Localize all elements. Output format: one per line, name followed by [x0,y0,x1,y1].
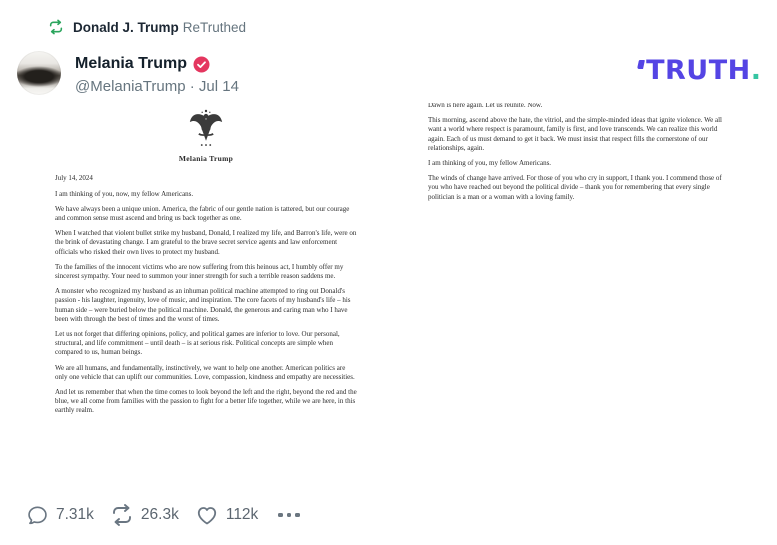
repost-header [48,19,246,35]
action-bar [26,503,304,527]
author-subline[interactable] [75,78,239,95]
dot [287,513,292,518]
retruth-count: 26.3k [140,506,179,523]
letter-paragraph: The winds of change have arrived. For those of you who cry in support, I thank you. I commend those of you who have reached out beyond the political divide – thank you for remembering that every single politician is a man or a woman with a loving family. [428,174,722,201]
letter-paragraph: When I watched that violent bullet strike my husband, Donald, I realized my life, and Barron's life, were on the brink of devastating change. I am grateful to the brave secret service agents and law enforcement officials who risked their own lives to protect my husband. [55,229,357,256]
like-button[interactable] [195,503,258,527]
letter-paragraph: And let us remember that when the time comes to look beyond the left and the right, beyond the red and the blue, we all come from families with the passion to fight for a better life together, while we are here, in this earthly realm. [55,388,357,415]
more-options-button[interactable] [274,507,304,524]
dot [278,513,283,518]
eagle-seal-icon [189,108,223,148]
like-count: 112k [225,506,259,523]
heart-icon [195,503,219,527]
letter-paragraph: A monster who recognized my husband as an inhuman political machine attempted to ring out Donald's passion - his laughter, ingenuity, love of music, and inspiration. The core facets of my husband's life – his human side – were buried below the political machine. Donald, the generous and caring man who I have been with through the best of times and the worst of times. [55,287,351,323]
letter-paragraph: We are all humans, and fundamentally, instinctively, we want to help one another. American politics are only one vehicle that can uplift our communities. Love, compassion, kindness and empathy are necessities. [55,363,355,381]
letter-paragraph: Dawn is here again. Let us reunite. Now. [428,103,543,109]
repost-text [73,20,246,35]
post-date[interactable]: Jul 14 [198,78,239,95]
letter-paragraph: To the families of the innocent victims who are now suffering from this heinous act, I humbly offer my sincerest sympathy. Your need to summon your inner strength for such a terrible reason saddens me. [55,262,344,281]
reply-button[interactable] [26,504,94,527]
letter-page-2 [428,103,723,223]
truth-logo[interactable] [638,55,761,86]
letter-paragraph: We have always been a unique union. America, the fabric of our gentle nation is tattered, but our courage and common sense must ascend and bring us back together as one. [55,204,350,223]
letter-paragraph: I am thinking of you, now, my fellow Americans. [55,189,194,198]
subline-separator: · [189,78,195,95]
reply-count: 7.31k [56,506,94,523]
letter-page-1 [55,108,357,422]
truth-logo-dot: . [750,55,761,86]
reposter-name[interactable]: Donald J. Trump [73,19,179,35]
letter-date: July 14, 2024 [55,174,93,183]
verified-badge-icon [193,56,210,73]
retruth-icon [110,503,134,527]
truth-logo-notch [637,60,645,69]
dot [295,513,300,518]
repost-action-label: ReTruthed [182,19,247,35]
reply-icon [26,504,49,527]
avatar[interactable] [17,51,61,95]
author-handle[interactable]: @MelaniaTrump [75,78,186,95]
letter-paragraph: I am thinking of you, my fellow Americans. [428,159,552,168]
letter-attachment-image[interactable] [0,100,777,460]
letterhead-name: Melania Trump [178,154,234,164]
truth-logo-text: TRUTH [646,55,751,86]
author-name[interactable]: Melania Trump [75,55,188,72]
letter-paragraph: Let us not forget that differing opinions, policy, and political games are inferior to love. Our personal, structural, and life commitment – until death – is at serious risk. Political concepts are simple when compared to us, human beings. [55,330,340,357]
letter-paragraph: This morning, ascend above the hate, the vitriol, and the simple-minded ideas that ignite violence. We all want a world where respect is paramount, family is first, and love transcends. We can realize this world again. Each of us must demand to get it back. We must insist that respect fills the cornerstone of our relationships, again. [428,116,723,152]
retruth-icon [48,19,64,35]
retruth-button[interactable] [110,503,179,527]
